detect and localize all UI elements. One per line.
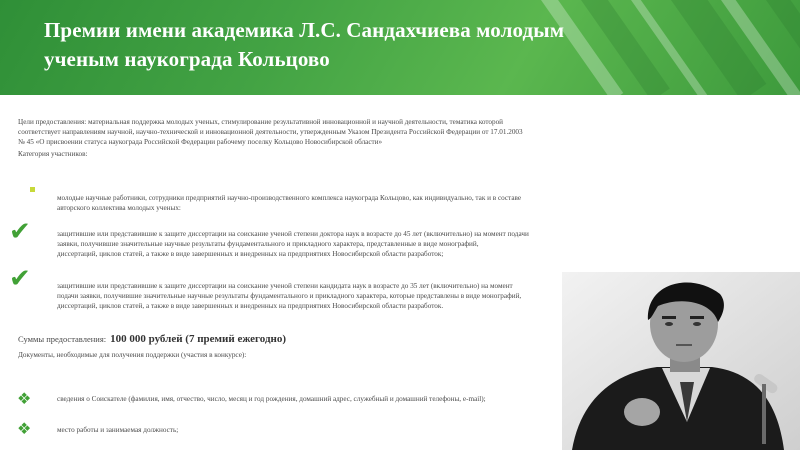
- portrait-photo: [562, 272, 800, 450]
- diamond-bullet-icon: ❖: [17, 419, 32, 438]
- intro-line: № 45 «О присвоении статуса наукограда Российской Федерации рабочему поселку Кольцово Новосибирской области»: [18, 138, 383, 146]
- category-item: [57, 193, 697, 213]
- title-line-1: Премии имени академика Л.С. Сандахчиева молодым: [44, 18, 565, 42]
- category-line: подачи заявки, получившие значительные научные результаты фундаментального и прикладного характера, которые представлены в виде монографий,: [57, 292, 522, 300]
- intro-line: соответствует направлениям научной, научно-технической и инновационной деятельности, утвержденным Указом Президента Российской Федерации от 17.01.2003: [18, 128, 523, 136]
- document-item: сведения о Соискателе (фамилия, имя, отчество, число, месяц и год рождения, домашний адрес, служебный и домашний телефоны, e-mail);: [57, 395, 486, 403]
- category-line: диссертаций, циклов статей, а также в виде завершенных и внедренных на предприятиях Новосибирской области разработок.: [57, 302, 444, 310]
- check-icon: ✔: [9, 217, 31, 247]
- square-bullet-icon: [30, 187, 35, 192]
- page-title: [44, 16, 664, 74]
- title-banner: [0, 0, 800, 95]
- sum-block: [18, 329, 286, 347]
- documents-label: Документы, необходимые для получения поддержки (участия в конкурсе):: [18, 351, 247, 359]
- portrait-image: [562, 272, 800, 450]
- category-line: защитившие или представившие к защите диссертации на соискание ученой степени доктора наук в возрасте до 45 лет (включительно) на момент подачи: [57, 230, 529, 238]
- title-line-2: ученым наукограда Кольцово: [44, 47, 330, 71]
- sum-value: 100 000 рублей (7 премий ежегодно): [110, 333, 287, 345]
- category-line: защитившие или представившие к защите диссертации на соискание ученой степени кандидата наук в возрасте до 35 лет (включительно) на момент: [57, 282, 513, 290]
- category-line: диссертаций, циклов статей, а также в виде завершенных и внедренных на предприятиях Новосибирской области разработок;: [57, 250, 444, 258]
- category-line: заявки, получившие значительные научные результаты фундаментального и прикладного характера, представленные в виде монографий,: [57, 240, 479, 248]
- intro-line: Цели предоставления: материальная поддержка молодых ученых, стимулирование результативной инновационной и научной деятельности, тематика которой: [18, 118, 504, 126]
- categories-label: Категория участников:: [18, 150, 88, 158]
- category-item: [57, 229, 697, 259]
- category-line: молодые научные работники, сотрудники предприятий научно-производственного комплекса наукограда Кольцово, как индивидуально, так и в составе: [57, 194, 522, 202]
- sum-label: Суммы предоставления:: [18, 334, 107, 344]
- check-icon: ✔: [9, 264, 31, 294]
- category-line: авторского коллектива молодых ученых:: [57, 204, 181, 212]
- document-item: место работы и занимаемая должность;: [57, 426, 179, 434]
- intro-paragraph: [18, 117, 668, 147]
- diamond-bullet-icon: ❖: [17, 389, 32, 408]
